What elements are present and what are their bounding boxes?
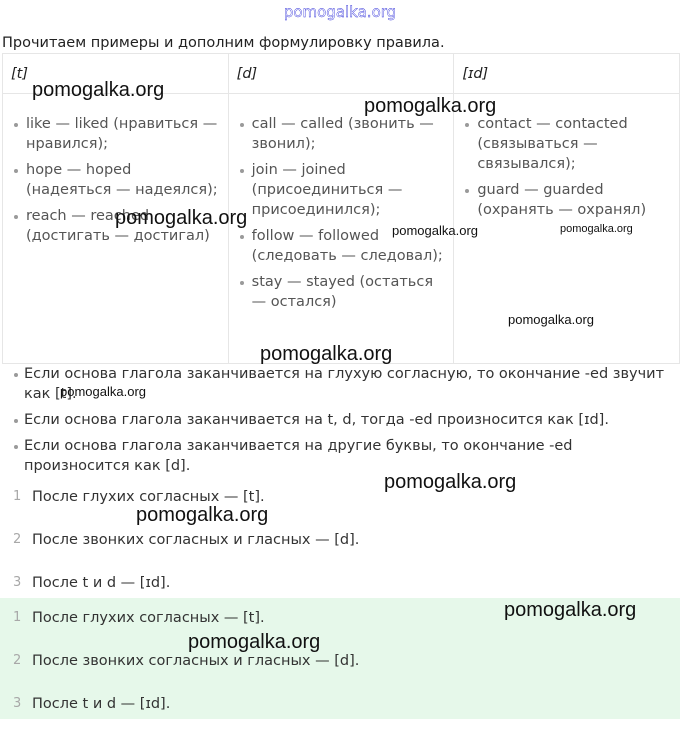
answer-list (0, 608, 680, 737)
watermark: pomogalka.org (384, 471, 517, 493)
answer-number: 2 (13, 653, 22, 668)
step-number: 3 (13, 575, 22, 590)
rule-item: Если основа глагола заканчивается на другие буквы, то окончание -ed произносится как [d]. (12, 436, 680, 476)
list-item: follow — followed (следовать — следовал); (237, 226, 446, 266)
list-item: call — called (звонить — звонил); (237, 114, 446, 154)
watermark: pomogalka.org (32, 79, 165, 101)
answer-text: После глухих согласных — [t]. (32, 610, 265, 626)
header-id: [ɪd] (454, 54, 680, 94)
step-text: После звонких согласных и гласных — [d]. (32, 532, 360, 548)
step-text: После глухих согласных — [t]. (32, 489, 265, 505)
list-item: join — joined (присоединиться — присоединился); (237, 160, 446, 220)
header-t: [t] (3, 54, 229, 94)
list-item: hope — hoped (надеяться — надеялся); (11, 160, 220, 200)
watermark: pomogalka.org (260, 343, 393, 365)
list-item: stay — stayed (остаться — остался) (237, 272, 446, 312)
list-item: contact — contacted (связываться — связывался); (462, 114, 671, 174)
site-logo: pomogalka.org (283, 3, 397, 21)
step-text: После t и d — [ɪd]. (32, 575, 171, 591)
rule-item: Если основа глагола заканчивается на t, d, тогда -ed произносится как [ɪd]. (12, 410, 680, 430)
watermark: pomogalka.org (560, 223, 633, 235)
watermark: pomogalka.org (504, 599, 637, 621)
rule-item: Если основа глагола заканчивается на глухую согласную, то окончание -ed звучит как [t]. (12, 364, 680, 404)
answer-number: 3 (13, 696, 22, 711)
watermark: pomogalka.org (392, 223, 478, 238)
watermark: pomogalka.org (364, 95, 497, 117)
header-d: [d] (228, 54, 454, 94)
list-item: like — liked (нравиться — нравился); (11, 114, 220, 154)
intro-text: Прочитаем примеры и дополним формулировку правила. (2, 35, 445, 51)
answer-item (0, 651, 680, 694)
answer-item (0, 694, 680, 737)
list-item: guard — guarded (охранять — охранял) (462, 180, 671, 220)
rules-list (12, 364, 680, 482)
step-item (0, 530, 680, 573)
watermark: pomogalka.org (136, 504, 269, 526)
steps-list (0, 487, 680, 616)
step-item (0, 487, 680, 530)
answer-text: После звонких согласных и гласных — [d]. (32, 653, 360, 669)
watermark: pomogalka.org (115, 207, 248, 229)
answer-text: После t и d — [ɪd]. (32, 696, 171, 712)
step-number: 2 (13, 532, 22, 547)
answer-number: 1 (13, 610, 22, 625)
watermark: pomogalka.org (188, 631, 321, 653)
step-number: 1 (13, 489, 22, 504)
watermark: pomogalka.org (60, 384, 146, 399)
watermark: pomogalka.org (508, 312, 594, 327)
list-item: reach — reached (достигать — достигал) (11, 206, 220, 246)
